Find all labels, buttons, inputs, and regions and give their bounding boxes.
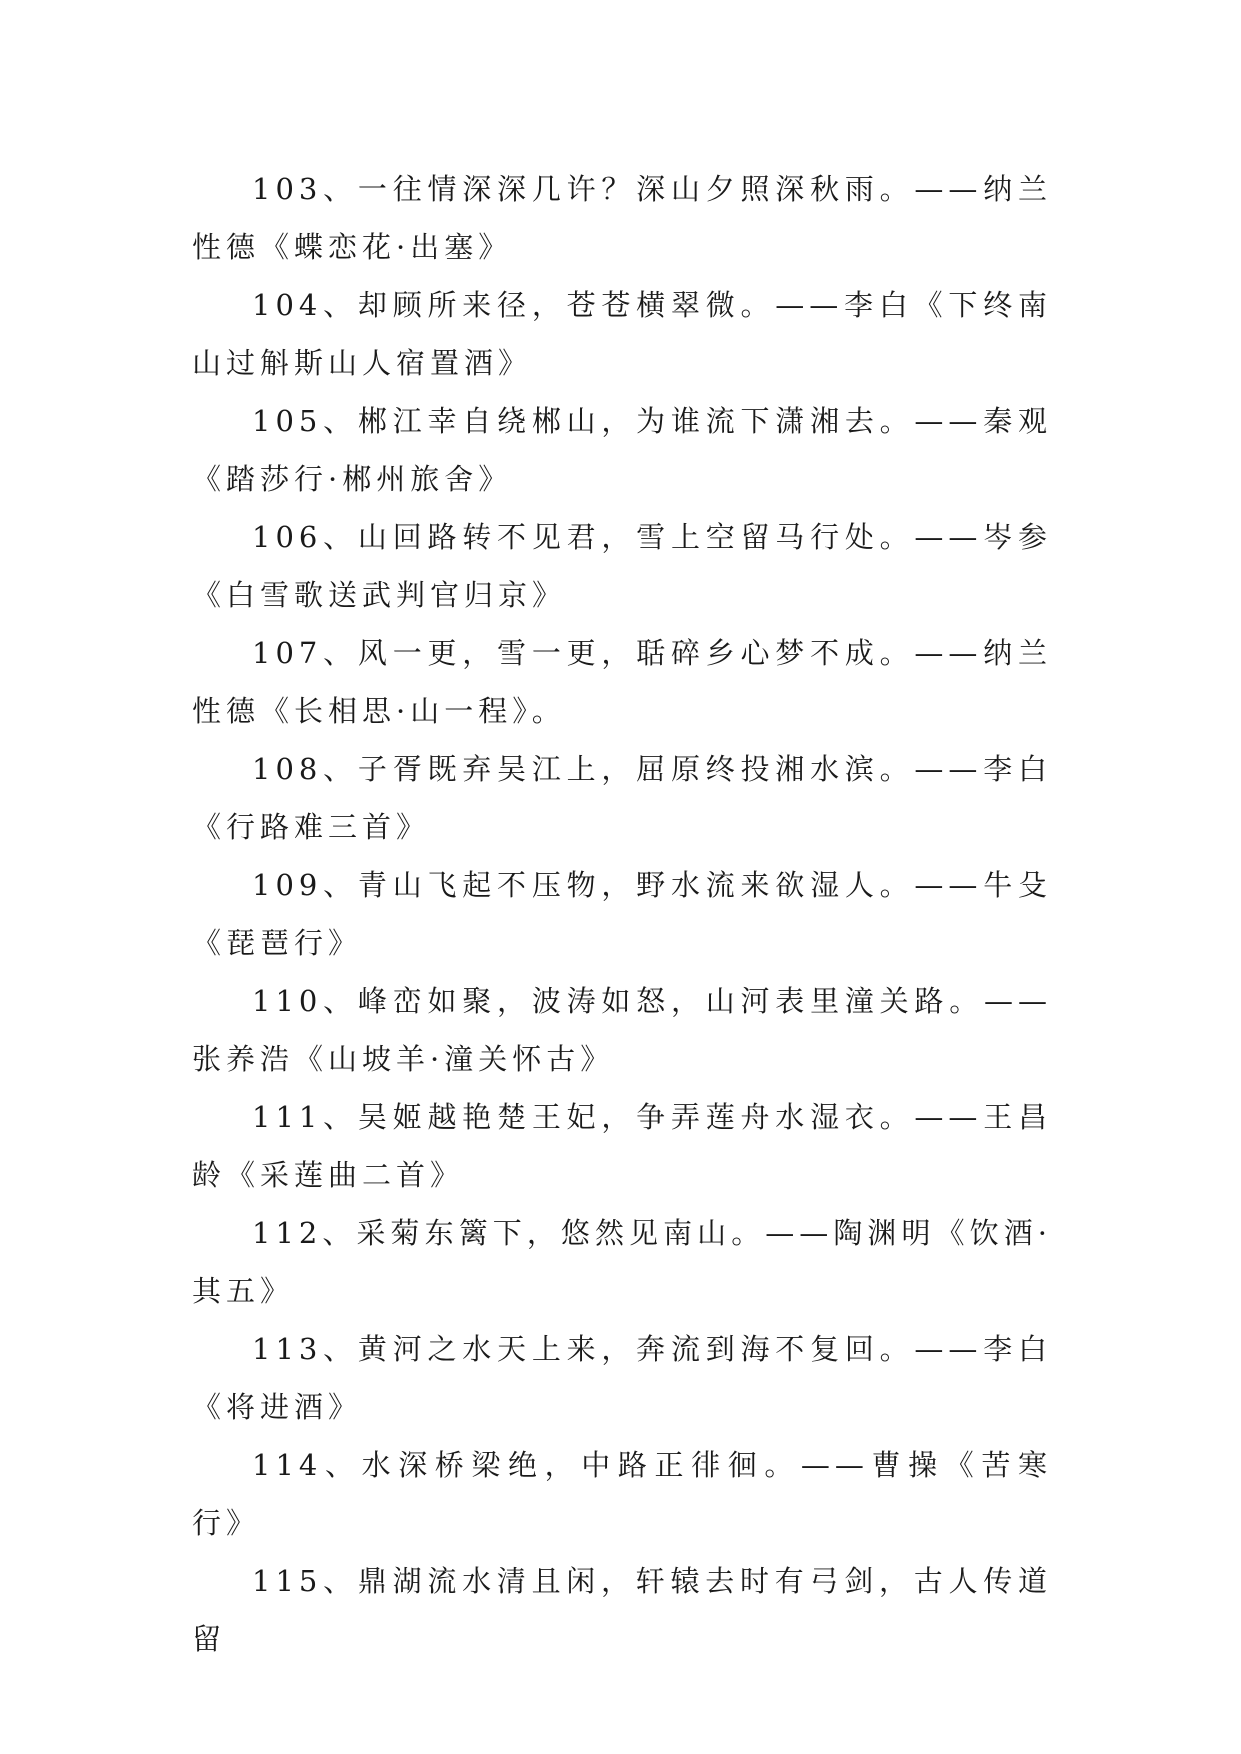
quote-paragraph-108: 108、子胥既弃吴江上，屈原终投湘水滨。——李白《行路难三首》 — [192, 752, 1052, 844]
quote-paragraph-106: 106、山回路转不见君，雪上空留马行处。——岑参《白雪歌送武判官归京》 — [192, 520, 1052, 612]
quote-paragraph-109: 109、青山飞起不压物，野水流来欲湿人。——牛殳《琵琶行》 — [192, 868, 1052, 960]
document-page — [192, 160, 1052, 1668]
quote-paragraph-105: 105、郴江幸自绕郴山，为谁流下潇湘去。——秦观《踏莎行·郴州旅舍》 — [192, 404, 1052, 496]
quote-paragraph-103: 103、一往情深深几许？深山夕照深秋雨。——纳兰性德《蝶恋花·出塞》 — [192, 172, 1052, 264]
quote-paragraph-110: 110、峰峦如聚，波涛如怒，山河表里潼关路。——张养浩《山坡羊·潼关怀古》 — [192, 984, 1052, 1076]
quote-paragraph-107: 107、风一更，雪一更，聒碎乡心梦不成。——纳兰性德《长相思·山一程》。 — [192, 636, 1052, 728]
quote-paragraph-113: 113、黄河之水天上来，奔流到海不复回。——李白《将进酒》 — [192, 1332, 1052, 1424]
quote-paragraph-115: 115、鼎湖流水清且闲，轩辕去时有弓剑，古人传道留 — [192, 1564, 1052, 1656]
quote-paragraph-104: 104、却顾所来径，苍苍横翠微。——李白《下终南山过斛斯山人宿置酒》 — [192, 288, 1052, 380]
quote-paragraph-114: 114、水深桥梁绝，中路正徘徊。——曹操《苦寒行》 — [192, 1448, 1052, 1540]
quote-paragraph-111: 111、吴姬越艳楚王妃，争弄莲舟水湿衣。——王昌龄《采莲曲二首》 — [192, 1100, 1052, 1192]
quote-paragraph-112: 112、采菊东篱下，悠然见南山。——陶渊明《饮酒·其五》 — [192, 1216, 1052, 1308]
